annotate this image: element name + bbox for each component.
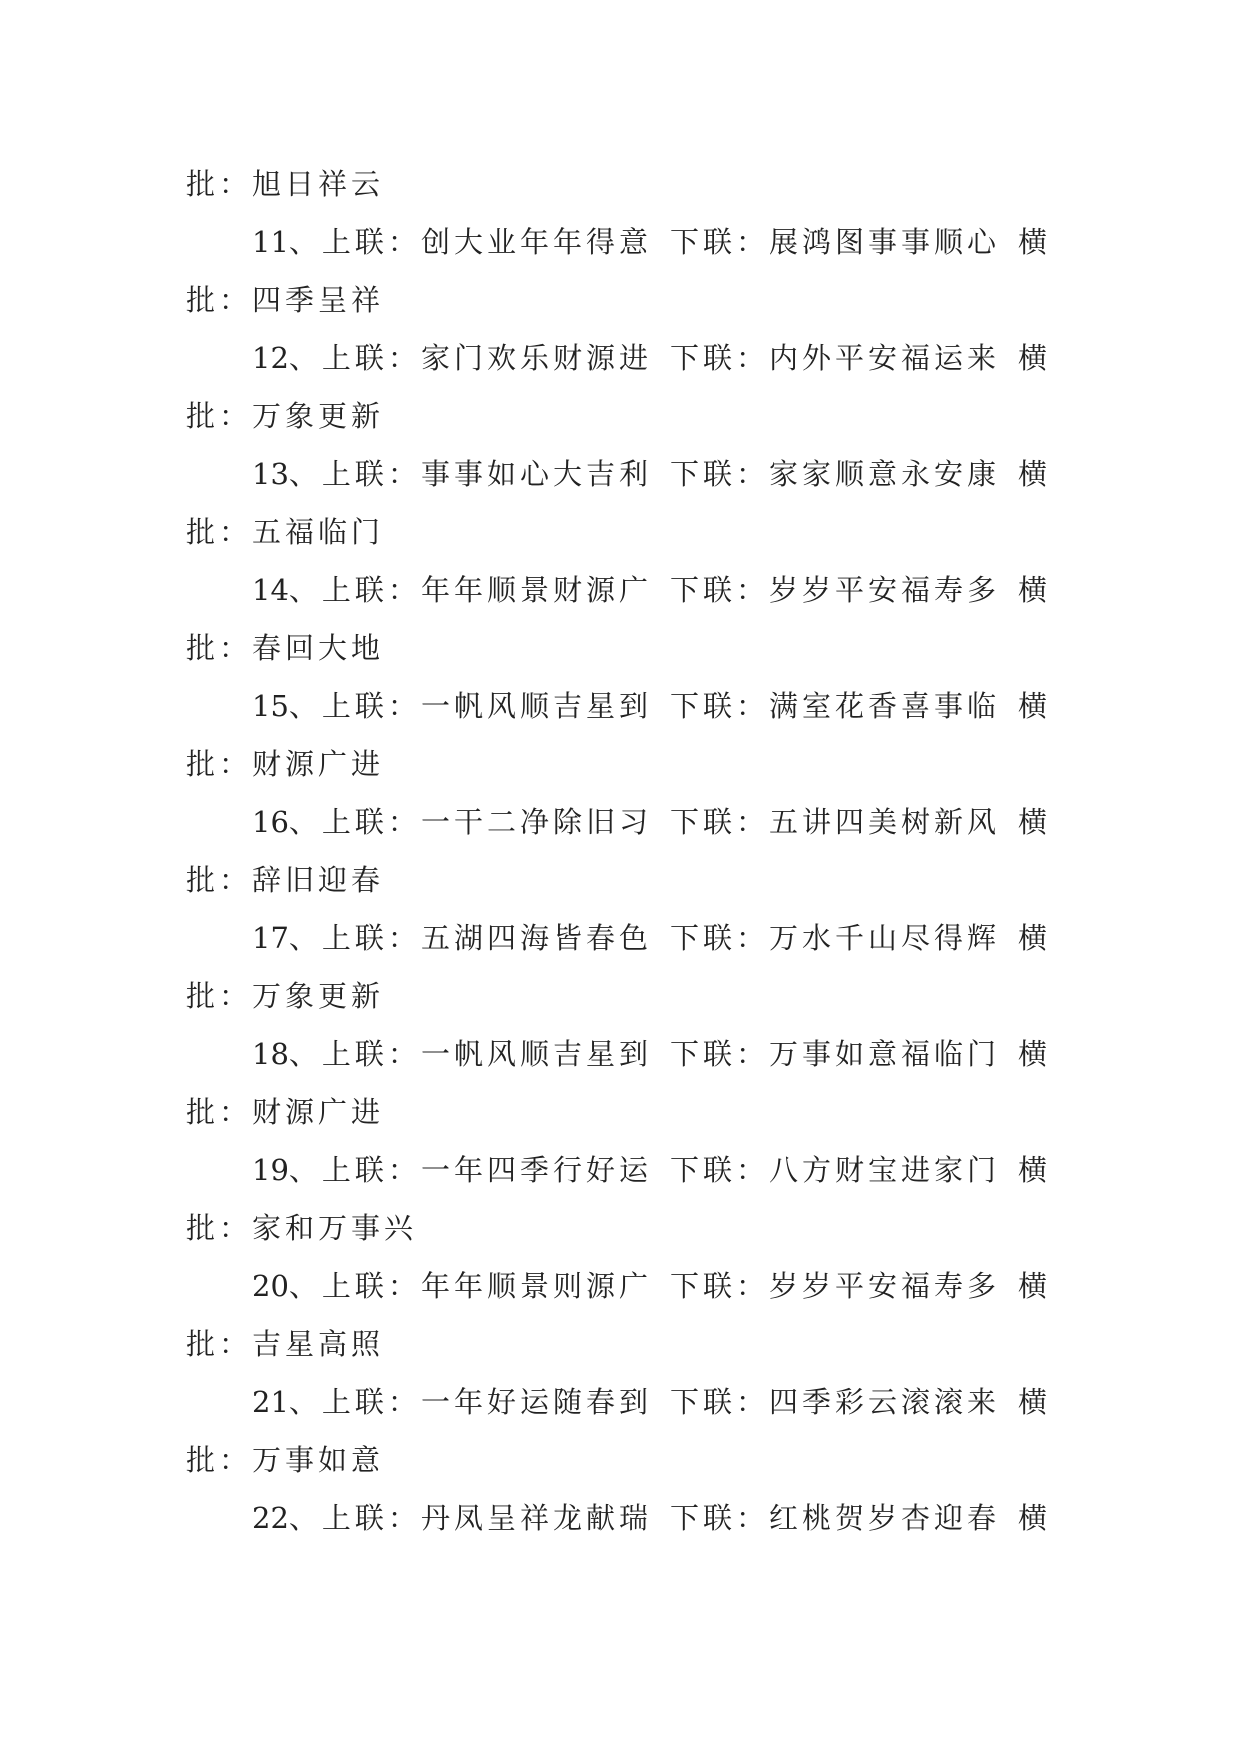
- banner-prefix-start: 横: [1017, 805, 1051, 839]
- banner-line: [186, 619, 1056, 677]
- lower-couplet: 五讲四美树新风: [768, 805, 1000, 839]
- couplet-number: 20: [252, 1269, 289, 1303]
- upper-couplet: 事事如心大吉利: [420, 457, 652, 491]
- separator: 、: [288, 341, 322, 375]
- lower-couplet: 八方财宝进家门: [768, 1153, 1000, 1187]
- banner-text: 财源广进: [252, 747, 385, 781]
- banner-line: [186, 1431, 1056, 1489]
- lower-couplet: 满室花香喜事临: [768, 689, 1000, 723]
- lower-couplet: 红桃贺岁杏迎春: [768, 1501, 1000, 1535]
- banner-prefix-cont: 批：: [186, 863, 253, 897]
- upper-prefix: 上联：: [321, 921, 421, 955]
- upper-prefix: 上联：: [321, 1153, 421, 1187]
- lower-prefix: 下联：: [669, 1501, 769, 1535]
- couplet-list: [186, 155, 1056, 1547]
- lower-prefix: 下联：: [669, 573, 769, 607]
- couplet-line: [186, 909, 1056, 967]
- separator: 、: [288, 1153, 322, 1187]
- upper-prefix: 上联：: [321, 689, 421, 723]
- banner-text: 财源广进: [252, 1095, 385, 1129]
- banner-line: [186, 1083, 1056, 1141]
- lower-couplet: 万事如意福临门: [768, 1037, 1000, 1071]
- separator: 、: [288, 1501, 322, 1535]
- upper-prefix: 上联：: [321, 457, 421, 491]
- separator: 、: [288, 921, 322, 955]
- couplet-number: 15: [252, 689, 289, 723]
- separator: 、: [288, 573, 322, 607]
- upper-prefix: 上联：: [321, 1037, 421, 1071]
- couplet-line: [186, 1141, 1056, 1199]
- banner-text: 吉星高照: [252, 1327, 385, 1361]
- banner-prefix-cont: 批：: [186, 1211, 253, 1245]
- separator: 、: [288, 457, 322, 491]
- couplet-number: 21: [252, 1385, 289, 1419]
- separator: 、: [288, 689, 322, 723]
- banner-line: [186, 503, 1056, 561]
- couplet-line: [186, 793, 1056, 851]
- banner-prefix-cont: 批：: [186, 515, 253, 549]
- separator: 、: [288, 225, 322, 259]
- lower-prefix: 下联：: [669, 921, 769, 955]
- banner-prefix-start: 横: [1017, 225, 1051, 259]
- lower-prefix: 下联：: [669, 341, 769, 375]
- banner-line: [186, 735, 1056, 793]
- banner-line: [186, 1199, 1056, 1257]
- lower-prefix: 下联：: [669, 1037, 769, 1071]
- upper-prefix: 上联：: [321, 1385, 421, 1419]
- upper-couplet: 一帆风顺吉星到: [420, 689, 652, 723]
- couplet-line: [186, 561, 1056, 619]
- couplet-line: [186, 213, 1056, 271]
- banner-prefix-start: 横: [1017, 1385, 1051, 1419]
- couplet-line: [186, 329, 1056, 387]
- banner-line: [186, 851, 1056, 909]
- lower-prefix: 下联：: [669, 1269, 769, 1303]
- couplet-number: 17: [252, 921, 289, 955]
- banner-prefix-start: 横: [1017, 921, 1051, 955]
- couplet-line: [186, 1257, 1056, 1315]
- couplet-number: 22: [252, 1501, 289, 1535]
- lower-prefix: 下联：: [669, 689, 769, 723]
- upper-couplet: 创大业年年得意: [420, 225, 652, 259]
- banner-prefix-cont: 批：: [186, 283, 253, 317]
- upper-prefix: 上联：: [321, 1501, 421, 1535]
- lower-couplet: 四季彩云滚滚来: [768, 1385, 1000, 1419]
- couplet-line: [186, 1025, 1056, 1083]
- lower-couplet: 内外平安福运来: [768, 341, 1000, 375]
- couplet-line: [186, 1489, 1056, 1547]
- banner-prefix-start: 横: [1017, 1153, 1051, 1187]
- intro-tail-line: [186, 155, 1056, 213]
- lower-prefix: 下联：: [669, 1385, 769, 1419]
- separator: 、: [288, 1037, 322, 1071]
- banner-text: 万事如意: [252, 1443, 385, 1477]
- banner-text: 春回大地: [252, 631, 385, 665]
- banner-prefix-start: 横: [1017, 1501, 1051, 1535]
- couplet-line: [186, 1373, 1056, 1431]
- separator: 、: [288, 1269, 322, 1303]
- banner-prefix-cont: 批：: [186, 747, 253, 781]
- banner-prefix-start: 横: [1017, 573, 1051, 607]
- banner-text: 万象更新: [252, 399, 385, 433]
- couplet-number: 14: [252, 573, 289, 607]
- banner-line: [186, 967, 1056, 1025]
- banner-prefix-start: 横: [1017, 689, 1051, 723]
- banner-line: [186, 271, 1056, 329]
- banner-prefix-start: 横: [1017, 1037, 1051, 1071]
- lower-prefix: 下联：: [669, 225, 769, 259]
- upper-couplet: 一帆风顺吉星到: [420, 1037, 652, 1071]
- banner-prefix-cont: 批：: [186, 1095, 253, 1129]
- lower-couplet: 展鸿图事事顺心: [768, 225, 1000, 259]
- banner-line: [186, 387, 1056, 445]
- upper-couplet: 一年四季行好运: [420, 1153, 652, 1187]
- banner-prefix-start: 横: [1017, 457, 1051, 491]
- lower-prefix: 下联：: [669, 1153, 769, 1187]
- lower-prefix: 下联：: [669, 457, 769, 491]
- banner-text: 辞旧迎春: [252, 863, 385, 897]
- upper-prefix: 上联：: [321, 805, 421, 839]
- couplet-number: 13: [252, 457, 289, 491]
- upper-prefix: 上联：: [321, 573, 421, 607]
- separator: 、: [288, 1385, 322, 1419]
- lower-prefix: 下联：: [669, 805, 769, 839]
- lower-couplet: 万水千山尽得辉: [768, 921, 1000, 955]
- banner-prefix-start: 横: [1017, 1269, 1051, 1303]
- banner-text: 四季呈祥: [252, 283, 385, 317]
- upper-couplet: 家门欢乐财源进: [420, 341, 652, 375]
- separator: 、: [288, 805, 322, 839]
- upper-couplet: 丹凤呈祥龙献瑞: [420, 1501, 652, 1535]
- banner-line: [186, 1315, 1056, 1373]
- intro-tail-text: 批：旭日祥云: [186, 167, 385, 201]
- banner-text: 万象更新: [252, 979, 385, 1013]
- upper-couplet: 一年好运随春到: [420, 1385, 652, 1419]
- banner-prefix-cont: 批：: [186, 979, 253, 1013]
- upper-couplet: 五湖四海皆春色: [420, 921, 652, 955]
- couplet-number: 19: [252, 1153, 289, 1187]
- upper-prefix: 上联：: [321, 1269, 421, 1303]
- banner-prefix-start: 横: [1017, 341, 1051, 375]
- upper-couplet: 一干二净除旧习: [420, 805, 652, 839]
- banner-prefix-cont: 批：: [186, 399, 253, 433]
- couplet-line: [186, 445, 1056, 503]
- lower-couplet: 岁岁平安福寿多: [768, 1269, 1000, 1303]
- banner-prefix-cont: 批：: [186, 1327, 253, 1361]
- couplet-number: 18: [252, 1037, 289, 1071]
- banner-prefix-cont: 批：: [186, 631, 253, 665]
- upper-couplet: 年年顺景财源广: [420, 573, 652, 607]
- couplet-number: 16: [252, 805, 289, 839]
- upper-prefix: 上联：: [321, 225, 421, 259]
- couplet-number: 11: [252, 225, 289, 259]
- banner-prefix-cont: 批：: [186, 1443, 253, 1477]
- banner-text: 家和万事兴: [252, 1211, 418, 1245]
- upper-prefix: 上联：: [321, 341, 421, 375]
- couplet-line: [186, 677, 1056, 735]
- couplet-number: 12: [252, 341, 289, 375]
- lower-couplet: 岁岁平安福寿多: [768, 573, 1000, 607]
- upper-couplet: 年年顺景则源广: [420, 1269, 652, 1303]
- banner-text: 五福临门: [252, 515, 385, 549]
- lower-couplet: 家家顺意永安康: [768, 457, 1000, 491]
